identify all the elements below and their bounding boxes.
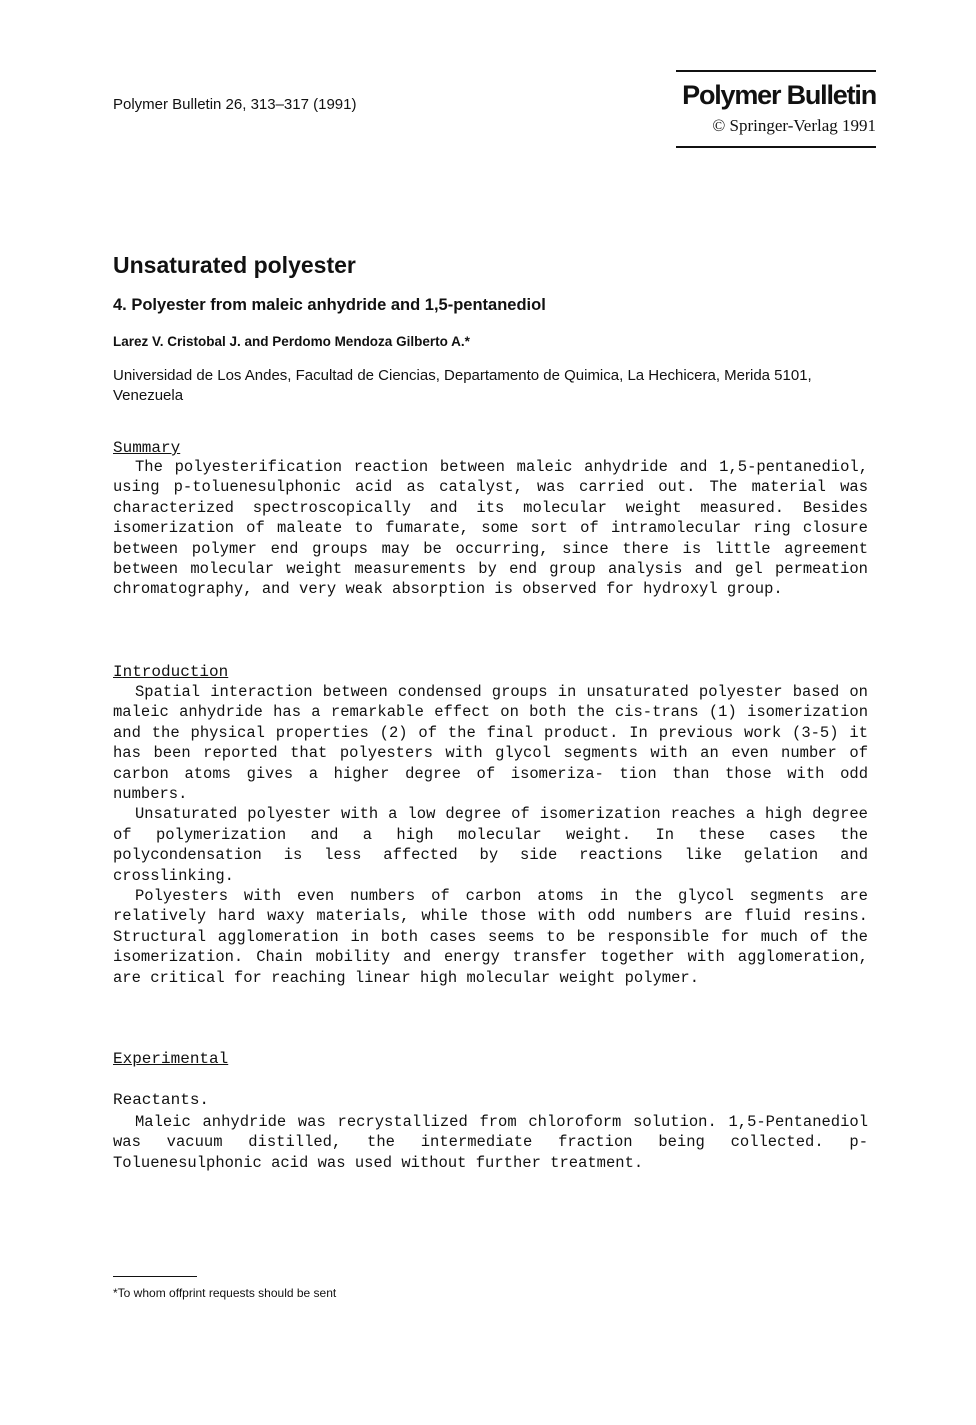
summary-paragraph: The polyesterification reaction between maleic anhydride and 1,5-pentanediol, using p-toluenesulphonic acid as catalyst, was carried out. The material was characterized spectroscopically and its molecular weight measured. Besides isomerization of maleate to fumarate, some sort of intramolecular ring closure between polymer end groups may be occurring, since there is little agreement between molecular weight measurements by end group analysis and gel permeation chromatography, and very weak absorption is observed for hydroxyl group. [113, 458, 868, 599]
author-affiliation: Universidad de Los Andes, Facultad de Ciencias, Departamento de Quimica, La Hechicera, Merida 5101, Venezuela [113, 367, 812, 404]
experimental-paragraph: Maleic anhydride was recrystallized from chloroform solution. 1,5-Pentanediol was vacuum distilled, the intermediate fraction being collected. p-Toluenesulphonic acid was used without further treatment. [113, 1113, 868, 1172]
article-authors: Larez V. Cristobal J. and Perdomo Mendoza Gilberto A.* [113, 334, 470, 349]
masthead-bottom-rule [676, 146, 876, 148]
journal-citation: Polymer Bulletin 26, 313–317 (1991) [113, 96, 357, 113]
journal-masthead [676, 70, 876, 148]
experimental-heading: Experimental [113, 1050, 229, 1068]
footnote-rule [113, 1276, 197, 1277]
summary-section [113, 457, 868, 600]
introduction-heading: Introduction [113, 663, 229, 681]
summary-heading: Summary [113, 439, 181, 457]
experimental-section [113, 1112, 868, 1173]
masthead-top-rule [676, 70, 876, 72]
article-title: Unsaturated polyester [113, 252, 356, 278]
introduction-paragraph: Polyesters with even numbers of carbon atoms in the glycol segments are relatively hard waxy materials, while those with odd numbers are fluid resins. Structural agglomeration in both cases seems to be responsible for much of the isomerization. Chain mobility and energy transfer together with agglomeration, are critical for reaching linear high molecular weight polymer. [113, 887, 868, 987]
introduction-section [113, 682, 868, 988]
introduction-paragraph: Spatial interaction between condensed groups in unsaturated polyester based on maleic anhydride has a remarkable effect on both the cis-trans (1) isomerization and the physical properties (2) of the final product. In previous work (3-5) it has been reported that polyesters with glycol segments with an even number of carbon atoms gives a higher degree of isomeriza- tion than those with odd numbers. [113, 683, 868, 804]
publisher-copyright: © Springer-Verlag 1991 [712, 116, 876, 135]
journal-name: Polymer Bulletin [682, 80, 876, 110]
article-subtitle: 4. Polyester from maleic anhydride and 1,5-pentanediol [113, 296, 546, 314]
footnote: *To whom offprint requests should be sent [113, 1286, 337, 1300]
reactants-subheading: Reactants. [113, 1091, 210, 1109]
introduction-paragraph: Unsaturated polyester with a low degree of isomerization reaches a high degree of polymerization and a high molecular weight. In these cases the polycondensation is less affected by side reactions like gelation and crosslinking. [113, 805, 868, 885]
